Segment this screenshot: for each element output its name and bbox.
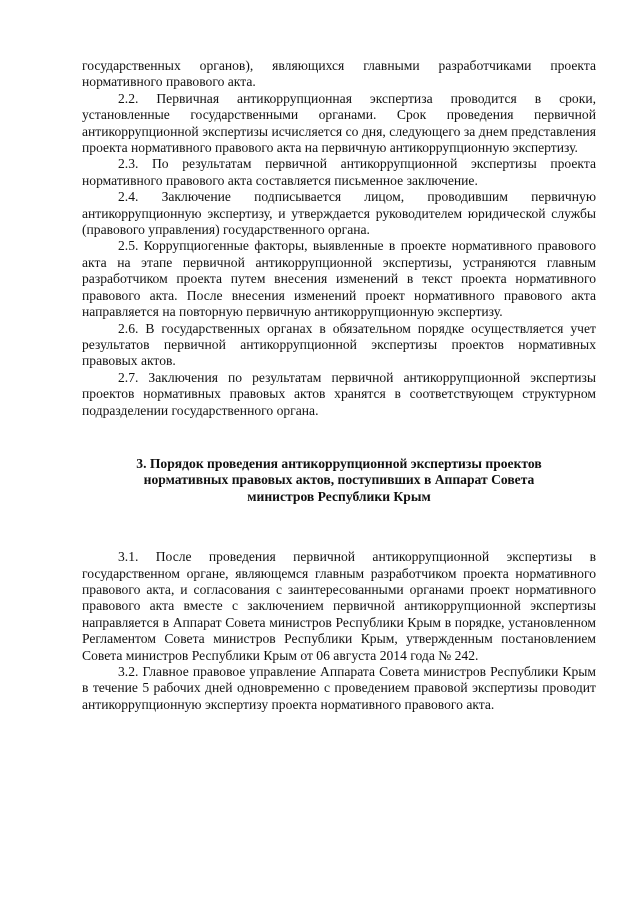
paragraph-2-6: 2.6. В государственных органах в обязательном порядке осуществляется учет результатов первичной антикоррупционной экспертизы проектов нормативных правовых актов. (82, 320, 596, 369)
document-page (82, 58, 596, 713)
spacer (82, 419, 596, 456)
paragraph-2-5: 2.5. Коррупциогенные факторы, выявленные в проекте нормативного правового акта на этапе первичной антикоррупционной экспертизы, устраняются главным разработчиком проекта путем внесения изменений в текст проекта нормативного правового акта. После внесения изменений проект нормативного правового акта направляется на повторную первичную антикоррупционную экспертизу. (82, 238, 596, 320)
spacer (82, 505, 596, 549)
paragraph-2-2: 2.2. Первичная антикоррупционная экспертиза проводится в сроки, установленные государственными органами. Срок проведения первичной антикоррупционной экспертизы исчисляется со дня, следующего за днем представления проекта нормативного правового акта на первичную антикоррупционную экспертизу. (82, 90, 596, 156)
paragraph-2-4: 2.4. Заключение подписывается лицом, проводившим первичную антикоррупционную экспертизу, и утверждается руководителем юридической службы (правового управления) государственного органа. (82, 189, 596, 238)
paragraph-2-3: 2.3. По результатам первичной антикоррупционной экспертизы проекта нормативного правового акта составляется письменное заключение. (82, 156, 596, 188)
paragraph-3-1: 3.1. После проведения первичной антикоррупционной экспертизы в государственном органе, являющемся главным разработчиком проекта нормативного правового акта, и согласования с заинтересованными органами проект нормативного правового акта вместе с заключением первичной антикоррупционной экспертизы направляется в Аппарат Совета министров Республики Крым в порядке, установленном Регламентом Совета министров Республики Крым, утвержденным постановлением Совета министров Республики Крым от 06 августа 2014 года № 242. (82, 549, 596, 663)
paragraph-2-7: 2.7. Заключения по результатам первичной антикоррупционной экспертизы проектов нормативных правовых актов хранятся в соответствующем структурном подразделении государственного органа. (82, 369, 596, 418)
paragraph-continuation: государственных органов), являющихся главными разработчиками проекта нормативного правового акта. (82, 58, 596, 90)
section-heading: 3. Порядок проведения антикоррупционной экспертизы проектов нормативных правовых актов, поступивших в Аппарат Совета министров Республики Крым (136, 455, 542, 504)
paragraph-3-2: 3.2. Главное правовое управление Аппарата Совета министров Республики Крым в течение 5 рабочих дней одновременно с проведением правовой экспертизы проводит антикоррупционную экспертизу проекта нормативного правового акта. (82, 664, 596, 712)
